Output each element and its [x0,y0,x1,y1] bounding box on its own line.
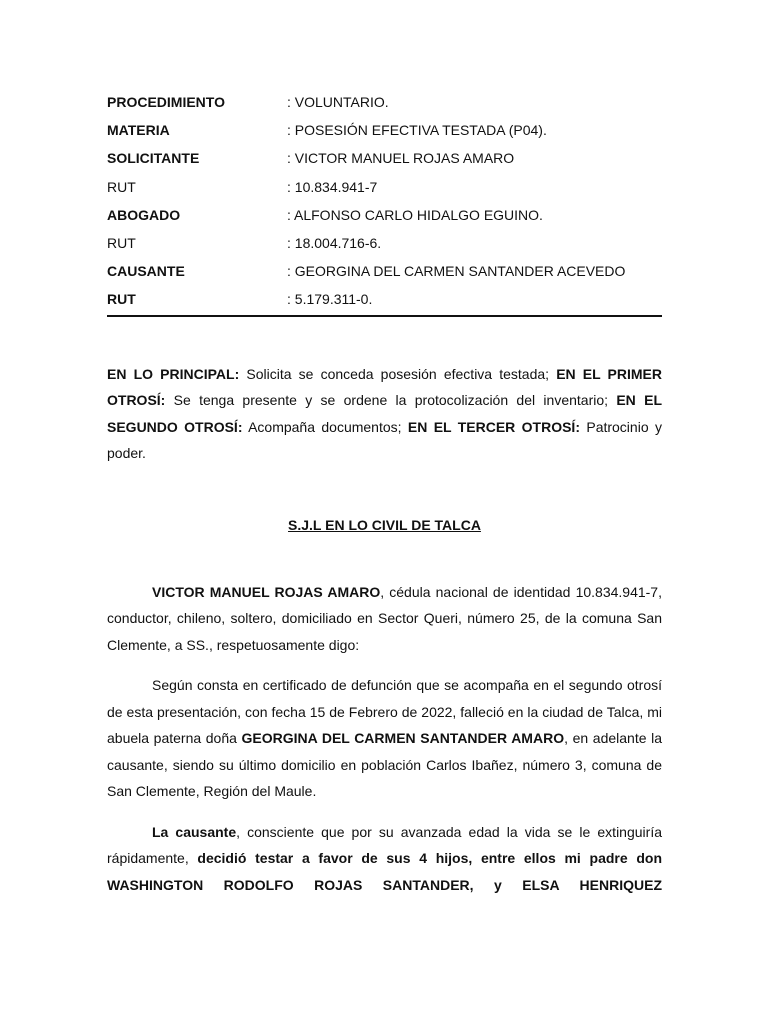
header-label: PROCEDIMIENTO [107,94,225,111]
header-label: RUT [107,235,136,252]
header-value: : POSESIÓN EFECTIVA TESTADA (P04). [287,122,547,139]
otrosi1-text: Se tenga presente y se ordene la protocolización del inventario; [165,392,617,408]
testament-text: , consciente que por su avanzada edad la vida se le extinguiría rápidamente, [107,823,662,866]
otrosi3-text: Patrocinio y poder. [107,418,662,461]
otrosi2-text: Acompaña documentos; [242,418,408,435]
header-label: RUT [107,291,136,308]
header-row-rut-solicitante [107,173,662,201]
applicant-text: , cédula nacional de identidad 10.834.941-7, conductor, chileno, soltero, domiciliado en Sector Queri, número 25, de la comuna San Clemente, a SS., respetuosamente digo: [107,583,662,653]
header-row-rut-causante [107,285,662,313]
death-text-before: Según consta en certificado de defunción que se acompaña en el segundo otrosí de esta presentación, con fecha 15 de Febrero de 2022, falleció en la ciudad de Talca, mi abuela paterna doña [107,677,662,746]
petition-summary [107,361,662,467]
paragraph-applicant [107,579,662,659]
header-value: : VOLUNTARIO. [287,94,389,111]
header-row-solicitante [107,144,662,172]
otrosi1-label: EN EL PRIMER OTROSÍ: [107,365,662,408]
paragraph-death [107,672,662,805]
header-value: : VICTOR MANUEL ROJAS AMARO [287,150,515,167]
deceased-name: GEORGINA DEL CARMEN SANTANDER AMARO [241,730,565,746]
header-label: SOLICITANTE [107,150,200,167]
court-title: S.J.L EN LO CIVIL DE TALCA [288,516,481,533]
principal-label: EN LO PRINCIPAL: [107,365,240,382]
header-row-abogado [107,201,662,229]
testament-bold-text: decidió testar a favor de sus 4 hijos, entre ellos mi padre don WASHINGTON RODOLFO ROJAS SANTANDER, y ELSA HENRIQUEZ [107,850,662,893]
header-label: ABOGADO [107,206,181,223]
header-label: RUT [107,178,136,195]
header-value: : 10.834.941-7 [287,178,378,195]
header-label: CAUSANTE [107,263,185,280]
death-text-after: , en adelante la causante, siendo su último domicilio en población Carlos Ibañez, número 3, comuna de San Clemente, Región del Maule. [107,730,663,799]
document-page [107,88,662,898]
header-label: MATERIA [107,122,170,139]
header-row-causante [107,257,662,285]
header-row-materia [107,116,662,144]
principal-text: Solicita se conceda posesión efectiva testada; [239,365,557,382]
header-row-procedimiento [107,88,662,116]
case-header [107,88,662,317]
causante-label: La causante [152,823,237,840]
header-value: : 5.179.311-0. [287,291,373,308]
header-divider [107,315,662,317]
header-row-rut-abogado [107,229,662,257]
otrosi3-label: EN EL TERCER OTROSÍ: [407,418,580,435]
otrosi2-label: EN EL SEGUNDO OTROSÍ: [107,392,662,435]
paragraph-testament [107,819,662,899]
header-value: : GEORGINA DEL CARMEN SANTANDER ACEVEDO [287,263,626,280]
header-value: : ALFONSO CARLO HIDALGO EGUINO. [287,206,543,223]
applicant-name: VICTOR MANUEL ROJAS AMARO [152,583,381,600]
header-value: : 18.004.716-6. [287,235,382,252]
